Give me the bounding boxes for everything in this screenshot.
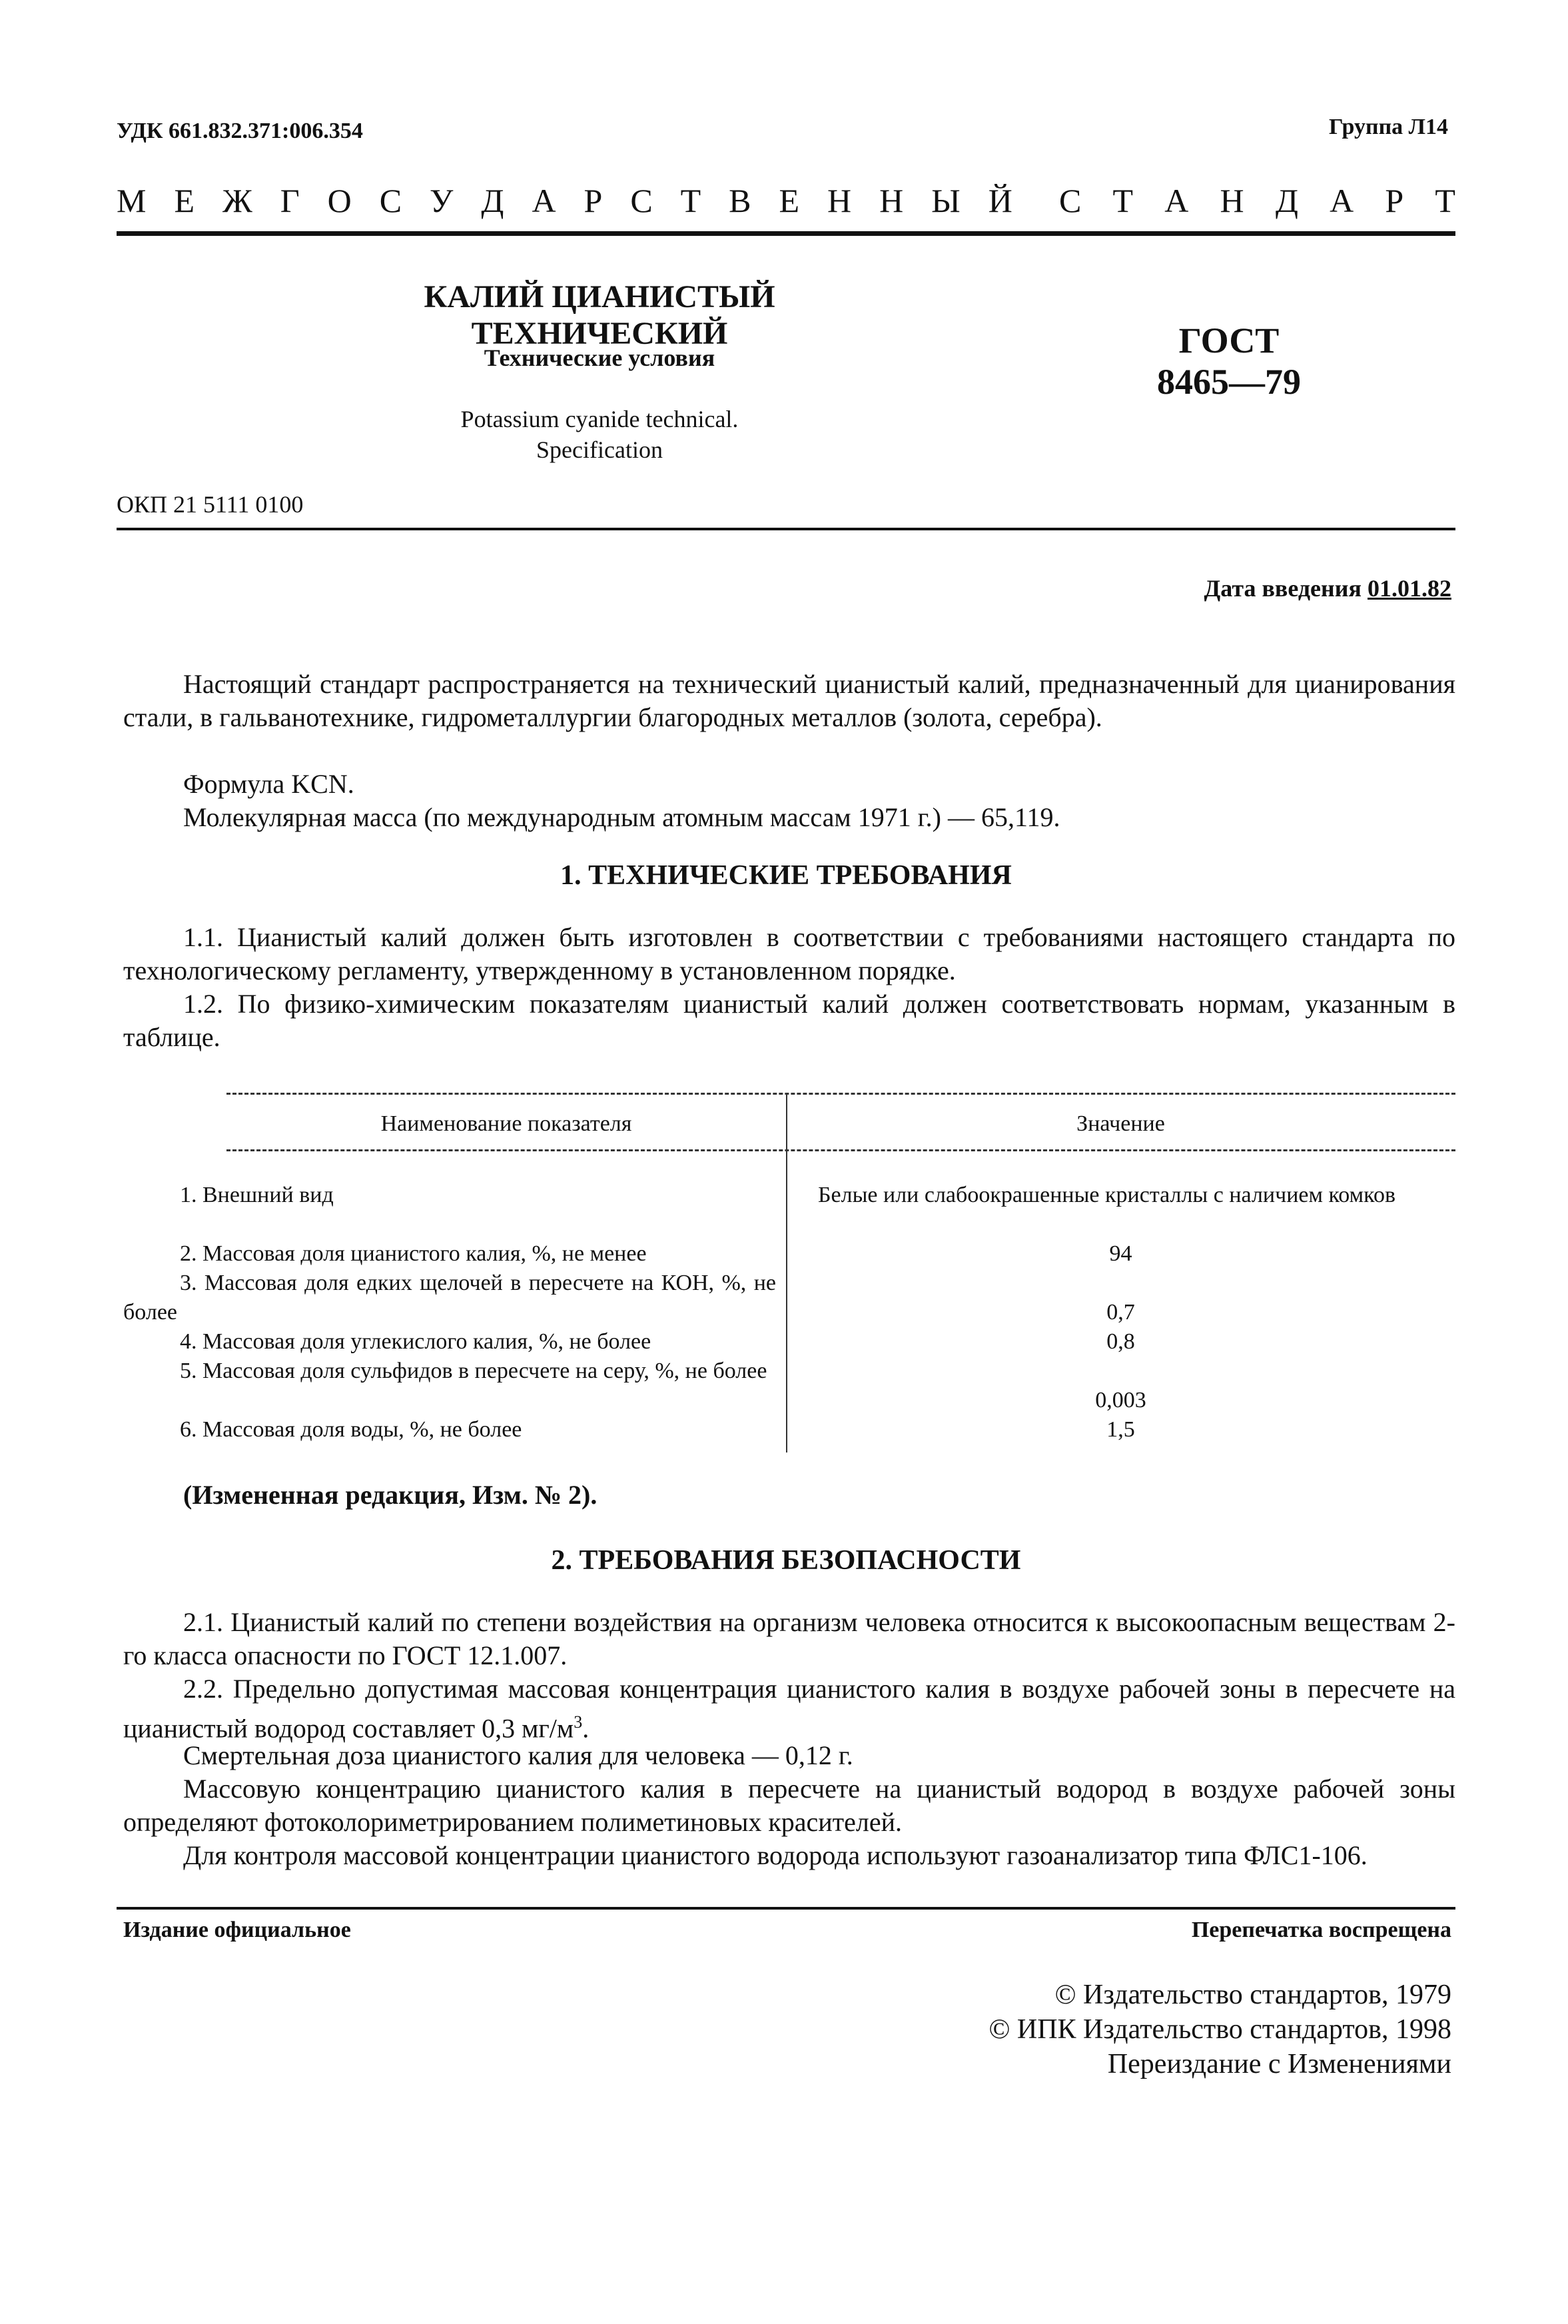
interstate-letter: С xyxy=(630,182,653,219)
table-row xyxy=(123,1269,776,1327)
introduction-date-label: Дата введения xyxy=(1204,575,1368,602)
interstate-letter: Н xyxy=(879,182,904,219)
introduction-date xyxy=(1204,574,1452,602)
interstate-letter: Е xyxy=(174,182,195,219)
interstate-letter: С xyxy=(379,182,402,219)
table-cell-name: 5. Массовая доля сульфидов в пересчете на серу, %, не более xyxy=(180,1359,767,1383)
formula-line: Формула KCN. xyxy=(183,769,354,799)
section-2-paragraph-4: Массовую концентрацию цианистого калия в пересчете на цианистый водород в воздухе рабочей зоны определяют фотоколориметрированием полиметиновых красителей. xyxy=(123,1774,1455,1837)
section-2-heading: 2. ТРЕБОВАНИЯ БЕЗОПАСНОСТИ xyxy=(551,1545,1021,1576)
table-header-name: Наименование показателя xyxy=(380,1111,632,1136)
standard-letter: Т xyxy=(1435,182,1455,219)
table-header-rule xyxy=(226,1149,1455,1151)
table-row xyxy=(123,1181,776,1210)
table-row xyxy=(791,1181,1455,1210)
concentration-period: . xyxy=(582,1713,589,1744)
english-subtitle: Specification xyxy=(536,436,663,463)
table-row xyxy=(123,1327,776,1357)
standard-letter: А xyxy=(1164,182,1189,219)
copyright-1998: © ИПК Издательство стандартов, 1998 xyxy=(988,2014,1451,2045)
copyright-1979: © Издательство стандартов, 1979 xyxy=(1054,1980,1451,2010)
table-top-rule xyxy=(226,1093,1455,1095)
table-cell-value: 94 xyxy=(1109,1241,1132,1266)
table-row xyxy=(123,1357,776,1386)
group-code: Группа Л14 xyxy=(1329,115,1448,139)
interstate-letter: Ы xyxy=(931,182,961,219)
interstate-letter: Ж xyxy=(222,182,252,219)
footer-rule xyxy=(117,1907,1455,1910)
table-row xyxy=(123,1239,776,1269)
concentration-text: 2.2. Предельно допустимая массовая концентрация цианистого калия в воздухе рабочей зоны в пересчете на цианистый водород составляет 0,3 мг/м xyxy=(123,1674,1455,1744)
reissue-note: Переиздание с Изменениями xyxy=(1107,2049,1451,2079)
interstate-letter: Д xyxy=(481,182,504,219)
introduction-date-value: 01.01.82 xyxy=(1368,575,1451,602)
official-edition: Издание официальное xyxy=(123,1918,351,1942)
document-subtitle: Технические условия xyxy=(484,344,715,371)
standard-label xyxy=(1059,181,1455,220)
interstate-letter: В xyxy=(729,182,751,219)
standard-letter: А xyxy=(1330,182,1354,219)
table-cell-value: Белые или слабоокрашенные кристаллы с наличием комков xyxy=(818,1183,1396,1207)
section-1-paragraph-1: 1.1. Цианистый калий должен быть изготовлен в соответствии с требованиями настоящего стандарта по технологическому регламенту, утвержденному в установленном порядке. xyxy=(123,922,1455,985)
section-2-paragraph-1: 2.1. Цианистый калий по степени воздействия на организм человека относится к высокоопасным веществам 2-го класса опасности по ГОСТ 12.1.007. xyxy=(123,1607,1455,1670)
section-2-paragraph-2 xyxy=(123,1672,1455,1745)
table-cell-name: 1. Внешний вид xyxy=(180,1183,334,1207)
intro-paragraph: Настоящий стандарт распространяется на технический цианистый калий, предназначенный для цианирования стали, в гальванотехнике, гидрометаллургии благородных металлов (золота, серебра). xyxy=(123,669,1455,732)
standard-letter: С xyxy=(1059,182,1082,219)
revision-note: (Измененная редакция, Изм. № 2). xyxy=(183,1480,597,1510)
udk-code: УДК 661.832.371:006.354 xyxy=(117,119,363,143)
standard-letter: Н xyxy=(1220,182,1244,219)
table-cell-name: 4. Массовая доля углекислого калия, %, не более xyxy=(180,1329,651,1354)
concentration-superscript: 3 xyxy=(574,1712,583,1732)
standard-letter: Т xyxy=(1112,182,1134,219)
section-2-paragraph-3: Смертельная доза цианистого калия для человека — 0,12 г. xyxy=(183,1740,853,1770)
interstate-label xyxy=(117,181,1012,220)
interstate-letter: О xyxy=(327,182,352,219)
okp-code: ОКП 21 5111 0100 xyxy=(117,491,304,518)
table-cell-name: 3. Массовая доля едких щелочей в пересчете на КОН, %, не более xyxy=(123,1271,776,1325)
interstate-letter: Н xyxy=(827,182,852,219)
title-rule xyxy=(117,528,1455,530)
table-cell-value: 1,5 xyxy=(1106,1417,1135,1442)
table-cell-name: 2. Массовая доля цианистого калия, %, не менее xyxy=(180,1241,647,1266)
standard-letter: Р xyxy=(1385,182,1404,219)
interstate-letter: Т xyxy=(680,182,701,219)
interstate-letter: А xyxy=(532,182,556,219)
molecular-mass-line: Молекулярная масса (по международным атомным массам 1971 г.) — 65,119. xyxy=(183,802,1060,832)
table-header-value: Значение xyxy=(1076,1111,1165,1136)
document-title: КАЛИЙ ЦИАНИСТЫЙ ТЕХНИЧЕСКИЙ xyxy=(424,279,775,351)
gost-label: ГОСТ xyxy=(1178,320,1280,360)
interstate-letter: Р xyxy=(584,182,603,219)
interstate-letter: М xyxy=(117,182,147,219)
gost-number: 8465—79 xyxy=(1157,362,1301,402)
reprint-notice: Перепечатка воспрещена xyxy=(1191,1918,1451,1942)
section-1-paragraph-2: 1.2. По физико-химическим показателям цианистый калий должен соответствовать нормам, указанным в таблице. xyxy=(123,989,1455,1052)
section-2-paragraph-5: Для контроля массовой концентрации цианистого водорода используют газоанализатор типа ФЛС1-106. xyxy=(183,1840,1368,1870)
interstate-letter: Й xyxy=(988,182,1012,219)
interstate-letter: У xyxy=(430,182,454,219)
table-cell-value: 0,003 xyxy=(1095,1388,1146,1413)
table-row xyxy=(123,1415,776,1445)
table-cell-value: 0,8 xyxy=(1106,1329,1135,1354)
table-cell-value: 0,7 xyxy=(1106,1300,1135,1325)
english-title: Potassium cyanide technical. xyxy=(460,406,739,432)
header-rule xyxy=(117,231,1455,236)
standard-letter: Д xyxy=(1275,182,1298,219)
interstate-letter: Г xyxy=(280,182,300,219)
interstate-letter: Е xyxy=(779,182,800,219)
table-cell-name: 6. Массовая доля воды, %, не более xyxy=(180,1417,522,1442)
section-1-heading: 1. ТЕХНИЧЕСКИЕ ТРЕБОВАНИЯ xyxy=(560,860,1012,891)
